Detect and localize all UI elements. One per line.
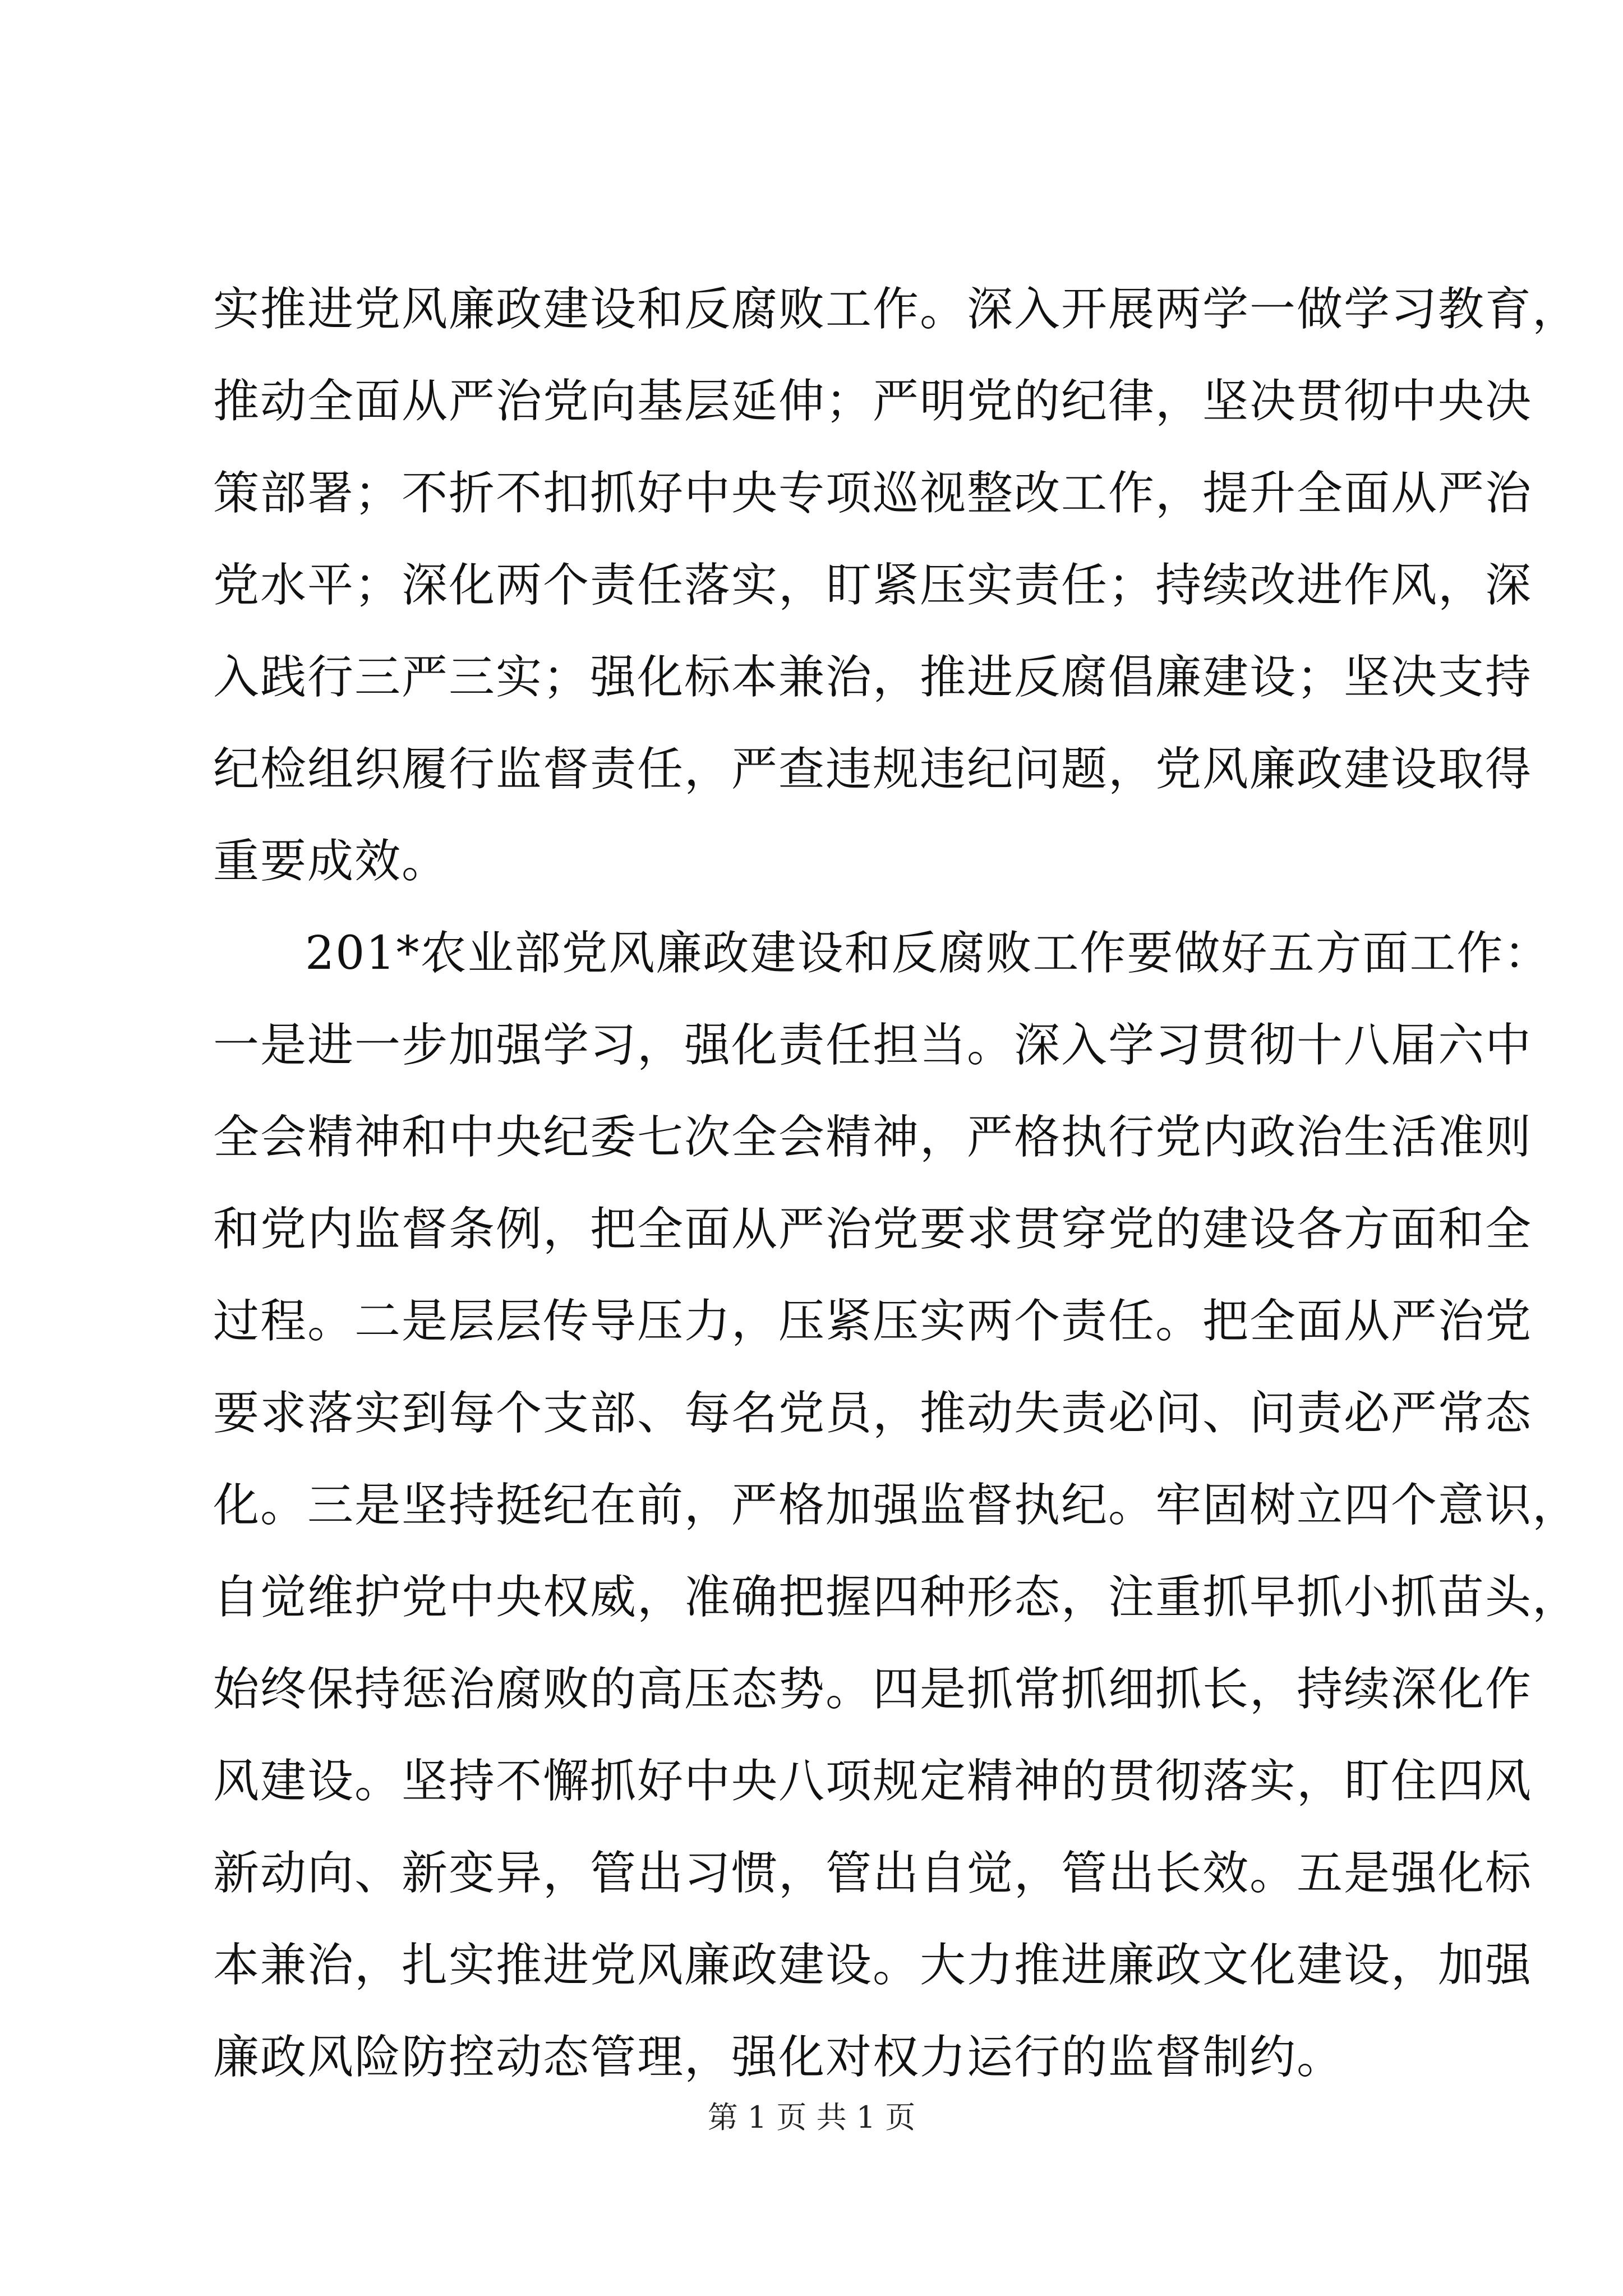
paragraph-2-line: 始终保持惩治腐败的高压态势。四是抓常抓细抓长，持续深化作 — [213, 1663, 1533, 1716]
paragraph-2-line: 风建设。坚持不懈抓好中央八项规定精神的贯彻落实，盯住四风 — [213, 1755, 1533, 1808]
body-text — [213, 264, 1580, 2104]
paragraph-2-line: 一是进一步加强学习，强化责任担当。深入学习贯彻十八届六中 — [213, 1019, 1533, 1072]
paragraph-2-line: 201*农业部党风廉政建设和反腐败工作要做好五方面工作： — [305, 927, 1551, 980]
page-footer — [0, 2098, 1623, 2137]
paragraph-2-line: 要求落实到每个支部、每名党员，推动失责必问、问责必严常态 — [213, 1387, 1533, 1440]
page-number-label: 第 1 页 共 1 页 — [707, 2100, 916, 2135]
paragraph-1-line: 入践行三严三实；强化标本兼治，推进反腐倡廉建设；坚决支持 — [213, 651, 1533, 704]
paragraph-1-line: 策部署；不折不扣抓好中央专项巡视整改工作，提升全面从严治 — [213, 467, 1533, 520]
paragraph-1-line: 推动全面从严治党向基层延伸；严明党的纪律，坚决贯彻中央决 — [213, 375, 1533, 428]
paragraph-1-line: 党水平；深化两个责任落实，盯紧压实责任；持续改进作风，深 — [213, 559, 1533, 612]
paragraph-1-line: 重要成效。 — [213, 835, 449, 888]
paragraph-1-line: 纪检组织履行监督责任，严查违规违纪问题，党风廉政建设取得 — [213, 743, 1533, 796]
paragraph-2-line: 过程。二是层层传导压力，压紧压实两个责任。把全面从严治党 — [213, 1295, 1533, 1348]
paragraph-2-line: 新动向、新变异，管出习惯，管出自觉，管出长效。五是强化标 — [213, 1847, 1533, 1900]
paragraph-1-line: 实推进党风廉政建设和反腐败工作。深入开展两学一做学习教育， — [213, 283, 1580, 336]
paragraph-2-line: 化。三是坚持挺纪在前，严格加强监督执纪。牢固树立四个意识， — [213, 1479, 1580, 1532]
paragraph-2-line: 全会精神和中央纪委七次全会精神，严格执行党内政治生活准则 — [213, 1111, 1533, 1164]
paragraph-2-line: 廉政风险防控动态管理，强化对权力运行的监督制约。 — [213, 2031, 1344, 2084]
paragraph-2-line: 自觉维护党中央权威，准确把握四种形态，注重抓早抓小抓苗头， — [213, 1571, 1580, 1624]
paragraph-2-line: 和党内监督条例，把全面从严治党要求贯穿党的建设各方面和全 — [213, 1203, 1533, 1256]
paragraph-2-line: 本兼治，扎实推进党风廉政建设。大力推进廉政文化建设，加强 — [213, 1939, 1533, 1992]
